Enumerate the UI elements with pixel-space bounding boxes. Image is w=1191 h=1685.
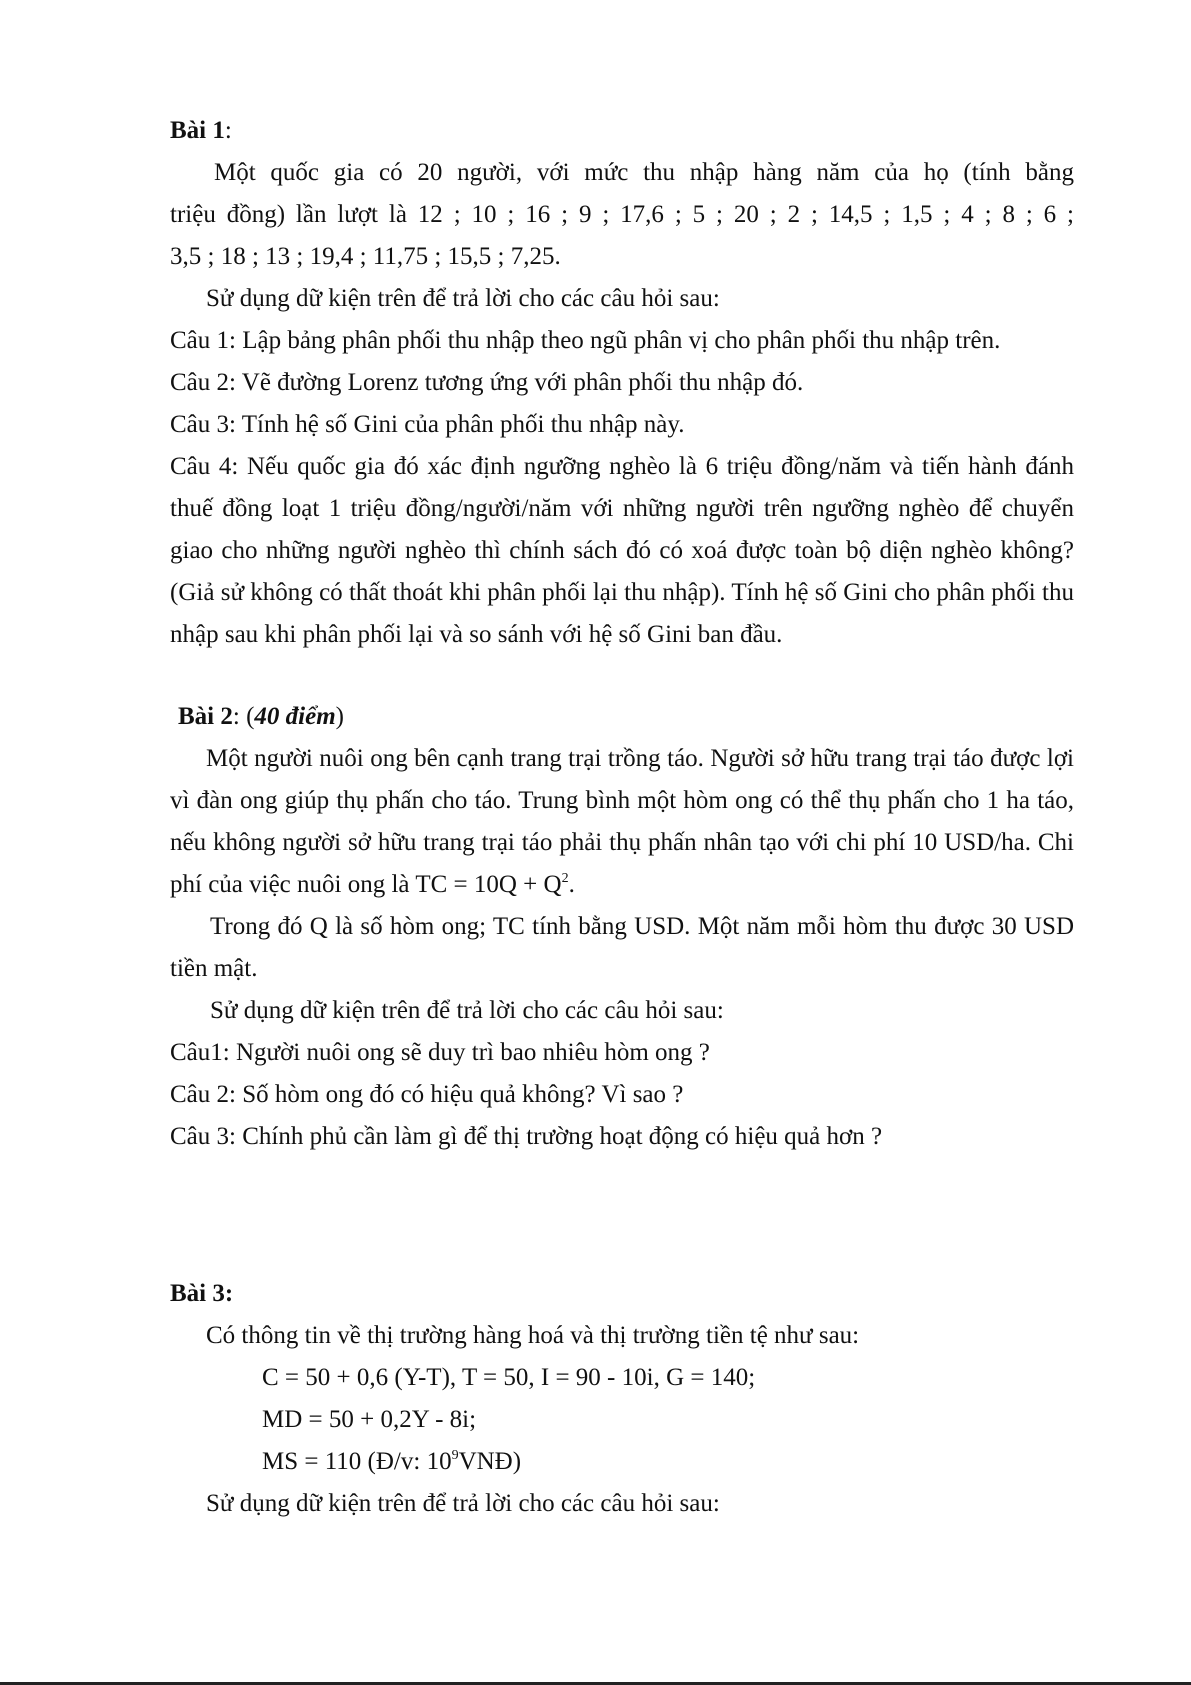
bai2-question-3: Câu 3: Chính phủ cần làm gì để thị trường hoạt động có hiệu quả hơn ? xyxy=(170,1123,883,1150)
bai1-intro-line: Một quốc gia có 20 người, với mức thu nhập hàng năm của họ (tính bằng xyxy=(214,159,1074,186)
bai2-paragraph-2: Trong đó Q là số hòm ong; TC tính bằng USD. Một năm mỗi hòm thu được 30 USD tiền mật. xyxy=(170,913,1074,982)
bai1-heading xyxy=(170,110,1074,152)
bai2-title-separator: : ( xyxy=(232,703,255,730)
bai2-title-end: ) xyxy=(335,703,344,730)
bai2-title: Bài 2 xyxy=(178,703,233,730)
bai1-intro-line: 3,5 ; 18 ; 13 ; 19,4 ; 11,75 ; 15,5 ; 7,25. xyxy=(170,243,561,270)
bai1-question-4: Câu 4: Nếu quốc gia đó xác định ngưỡng nghèo là 6 triệu đồng/năm và tiến hành đánh thuế đồng loạt 1 triệu đồng/người/năm với những người trên ngưỡng nghèo để chuyển giao cho những người nghèo thì chính sách đó có xoá được toàn bộ diện nghèo không? (Giả sử không có thất thoát khi phân phối lại thu nhập). Tính hệ số Gini cho phân phối thu nhập sau khi phân phối lại và so sánh với hệ số Gini ban đầu. xyxy=(170,453,1074,648)
document-body xyxy=(170,110,1074,1525)
section-gap xyxy=(170,1158,1074,1273)
bai3-equation-3 xyxy=(170,1441,1074,1483)
bai3-title: Bài 3: xyxy=(170,1280,234,1307)
bai3-use-data: Sử dụng dữ kiện trên để trả lời cho các câu hỏi sau: xyxy=(206,1490,720,1517)
bai2-paragraph-1-text: Một người nuôi ong bên cạnh trang trại trồng táo. Người sở hữu trang trại táo được lợi vì đàn ong giúp thụ phấn cho táo. Trung bình một hòm ong có thể thụ phấn cho 1 ha táo, nếu không người sở hữu trang trại táo phải thụ phấn nhân tạo với chi phí 10 USD/ha. Chi phí của việc nuôi ong là TC = 10Q + Q xyxy=(170,745,1074,898)
bai2-points: 40 điểm xyxy=(254,703,336,730)
bai2-paragraph-1-end: . xyxy=(568,871,575,898)
bai1-question-3: Câu 3: Tính hệ số Gini của phân phối thu nhập này. xyxy=(170,411,685,438)
bai2-paragraph-1 xyxy=(170,738,1074,906)
bai1-intro-line: triệu đồng) lần lượt là 12 ; 10 ; 16 ; 9 ; 17,6 ; 5 ; 20 ; 2 ; 14,5 ; 1,5 ; 4 ; 8 ; 6 ; xyxy=(170,201,1074,228)
bai1-question-1: Câu 1: Lập bảng phân phối thu nhập theo ngũ phân vị cho phân phối thu nhập trên. xyxy=(170,327,1001,354)
bai1-intro xyxy=(170,152,1074,278)
bai3-equation-2: MD = 50 + 0,2Y - 8i; xyxy=(262,1406,477,1433)
bai3-exponent: 9 xyxy=(451,1448,459,1463)
bai3-equation-1: C = 50 + 0,6 (Y-T), T = 50, I = 90 - 10i, G = 140; xyxy=(262,1364,756,1391)
bai3-equation-3-unit: VNĐ) xyxy=(458,1448,522,1475)
bai2-question-2: Câu 2: Số hòm ong đó có hiệu quả không? Vì sao ? xyxy=(170,1081,684,1108)
bai1-title-suffix: : xyxy=(224,117,232,144)
bai1-use-data: Sử dụng dữ kiện trên để trả lời cho các câu hỏi sau: xyxy=(206,285,720,312)
bai1-question-2: Câu 2: Vẽ đường Lorenz tương ứng với phân phối thu nhập đó. xyxy=(170,369,804,396)
bai2-exponent: 2 xyxy=(561,871,569,886)
bai3-intro: Có thông tin về thị trường hàng hoá và thị trường tiền tệ như sau: xyxy=(206,1322,860,1349)
section-gap xyxy=(170,656,1074,696)
bai2-use-data: Sử dụng dữ kiện trên để trả lời cho các câu hỏi sau: xyxy=(210,997,724,1024)
bai3-equation-3-text: MS = 110 (Đ/v: 10 xyxy=(262,1448,452,1475)
bai1-title: Bài 1 xyxy=(170,117,225,144)
bai2-question-1: Câu1: Người nuôi ong sẽ duy trì bao nhiêu hòm ong ? xyxy=(170,1039,710,1066)
bai2-heading xyxy=(170,696,1074,738)
